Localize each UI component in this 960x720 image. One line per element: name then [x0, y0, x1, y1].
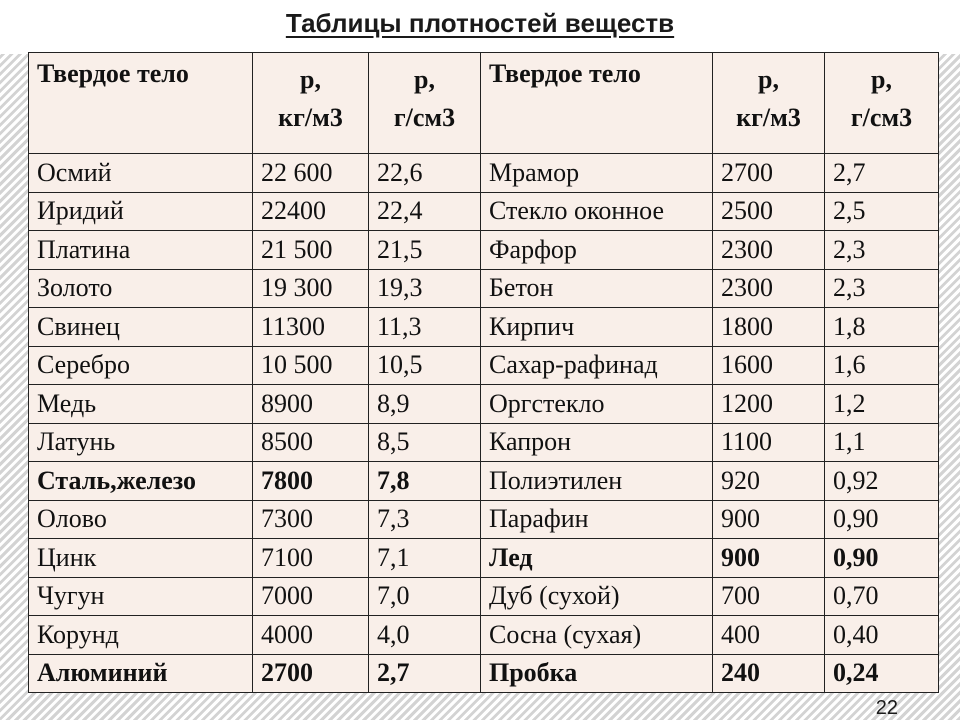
cell-density-kg-m3: 700: [713, 577, 825, 616]
cell-density-kg-m3: 7100: [253, 539, 369, 578]
cell-solid-name: Иридий: [29, 192, 253, 231]
page-title: Таблицы плотностей веществ: [285, 8, 675, 38]
cell-density-kg-m3: 1100: [713, 423, 825, 462]
cell-density-kg-m3: 19 300: [253, 269, 369, 308]
cell-solid-name: Бетон: [481, 269, 713, 308]
cell-density-g-cm3: 19,3: [369, 269, 481, 308]
cell-density-kg-m3: 7000: [253, 577, 369, 616]
cell-density-g-cm3: 2,3: [825, 269, 939, 308]
cell-solid-name: Осмий: [29, 154, 253, 193]
cell-density-g-cm3: 7,0: [369, 577, 481, 616]
cell-density-g-cm3: 7,1: [369, 539, 481, 578]
cell-solid-name: Полиэтилен: [481, 462, 713, 501]
cell-density-kg-m3: 8900: [253, 385, 369, 424]
table-row: [29, 539, 939, 578]
table-row: [29, 577, 939, 616]
cell-density-kg-m3: 2300: [713, 231, 825, 270]
table-row: [29, 346, 939, 385]
cell-density-g-cm3: 11,3: [369, 308, 481, 347]
cell-solid-name: Алюминий: [29, 654, 253, 693]
cell-density-kg-m3: 21 500: [253, 231, 369, 270]
cell-density-g-cm3: 2,7: [369, 654, 481, 693]
cell-density-g-cm3: 0,24: [825, 654, 939, 693]
cell-density-g-cm3: 0,40: [825, 616, 939, 655]
cell-density-kg-m3: 920: [713, 462, 825, 501]
cell-solid-name: Мрамор: [481, 154, 713, 193]
header-solid-1: Твердое тело: [29, 53, 253, 154]
cell-solid-name: Серебро: [29, 346, 253, 385]
cell-density-kg-m3: 4000: [253, 616, 369, 655]
cell-solid-name: Сосна (сухая): [481, 616, 713, 655]
cell-solid-name: Стекло оконное: [481, 192, 713, 231]
cell-density-kg-m3: 240: [713, 654, 825, 693]
header-density-g-cm3-1: р, г/см3: [369, 53, 481, 154]
cell-density-kg-m3: 1200: [713, 385, 825, 424]
cell-density-g-cm3: 2,7: [825, 154, 939, 193]
cell-solid-name: Платина: [29, 231, 253, 270]
cell-solid-name: Золото: [29, 269, 253, 308]
density-table: [28, 52, 939, 693]
cell-density-kg-m3: 400: [713, 616, 825, 655]
cell-density-kg-m3: 900: [713, 500, 825, 539]
cell-density-kg-m3: 7800: [253, 462, 369, 501]
cell-density-kg-m3: 900: [713, 539, 825, 578]
cell-solid-name: Олово: [29, 500, 253, 539]
cell-solid-name: Сталь,железо: [29, 462, 253, 501]
table-row: [29, 616, 939, 655]
cell-density-g-cm3: 0,90: [825, 539, 939, 578]
cell-solid-name: Чугун: [29, 577, 253, 616]
header-solid-2: Твердое тело: [481, 53, 713, 154]
table-row: [29, 154, 939, 193]
cell-density-g-cm3: 10,5: [369, 346, 481, 385]
page-number: 22: [875, 697, 898, 719]
cell-density-kg-m3: 2700: [253, 654, 369, 693]
cell-solid-name: Медь: [29, 385, 253, 424]
cell-density-g-cm3: 8,9: [369, 385, 481, 424]
cell-solid-name: Фарфор: [481, 231, 713, 270]
cell-solid-name: Лед: [481, 539, 713, 578]
cell-density-g-cm3: 7,3: [369, 500, 481, 539]
cell-density-g-cm3: 4,0: [369, 616, 481, 655]
cell-density-g-cm3: 8,5: [369, 423, 481, 462]
cell-density-g-cm3: 1,1: [825, 423, 939, 462]
table-header-row: [29, 53, 939, 154]
cell-density-g-cm3: 0,92: [825, 462, 939, 501]
cell-density-g-cm3: 1,2: [825, 385, 939, 424]
cell-solid-name: Дуб (сухой): [481, 577, 713, 616]
table-row: [29, 192, 939, 231]
cell-density-kg-m3: 2500: [713, 192, 825, 231]
table-row: [29, 231, 939, 270]
table-row: [29, 423, 939, 462]
cell-density-kg-m3: 1600: [713, 346, 825, 385]
cell-density-g-cm3: 22,6: [369, 154, 481, 193]
table-row: [29, 308, 939, 347]
cell-solid-name: Корунд: [29, 616, 253, 655]
table-row: [29, 462, 939, 501]
cell-solid-name: Оргстекло: [481, 385, 713, 424]
header-density-kg-m3-1: р, кг/м3: [253, 53, 369, 154]
table-row: [29, 385, 939, 424]
cell-density-kg-m3: 2700: [713, 154, 825, 193]
cell-density-kg-m3: 22400: [253, 192, 369, 231]
table-row: [29, 500, 939, 539]
cell-density-kg-m3: 7300: [253, 500, 369, 539]
cell-density-kg-m3: 1800: [713, 308, 825, 347]
cell-density-g-cm3: 7,8: [369, 462, 481, 501]
header-density-g-cm3-2: р, г/см3: [825, 53, 939, 154]
cell-solid-name: Кирпич: [481, 308, 713, 347]
table-body: [29, 154, 939, 693]
cell-density-g-cm3: 1,8: [825, 308, 939, 347]
table-row: [29, 654, 939, 693]
cell-density-kg-m3: 8500: [253, 423, 369, 462]
header-density-kg-m3-2: р, кг/м3: [713, 53, 825, 154]
cell-solid-name: Цинк: [29, 539, 253, 578]
cell-density-kg-m3: 2300: [713, 269, 825, 308]
cell-density-g-cm3: 0,90: [825, 500, 939, 539]
cell-solid-name: Парафин: [481, 500, 713, 539]
cell-density-kg-m3: 22 600: [253, 154, 369, 193]
table-row: [29, 269, 939, 308]
cell-solid-name: Сахар-рафинад: [481, 346, 713, 385]
cell-solid-name: Свинец: [29, 308, 253, 347]
cell-density-g-cm3: 2,3: [825, 231, 939, 270]
cell-density-g-cm3: 0,70: [825, 577, 939, 616]
cell-density-kg-m3: 11300: [253, 308, 369, 347]
cell-density-g-cm3: 21,5: [369, 231, 481, 270]
cell-density-g-cm3: 1,6: [825, 346, 939, 385]
cell-density-kg-m3: 10 500: [253, 346, 369, 385]
cell-solid-name: Капрон: [481, 423, 713, 462]
cell-density-g-cm3: 22,4: [369, 192, 481, 231]
cell-density-g-cm3: 2,5: [825, 192, 939, 231]
cell-solid-name: Пробка: [481, 654, 713, 693]
cell-solid-name: Латунь: [29, 423, 253, 462]
